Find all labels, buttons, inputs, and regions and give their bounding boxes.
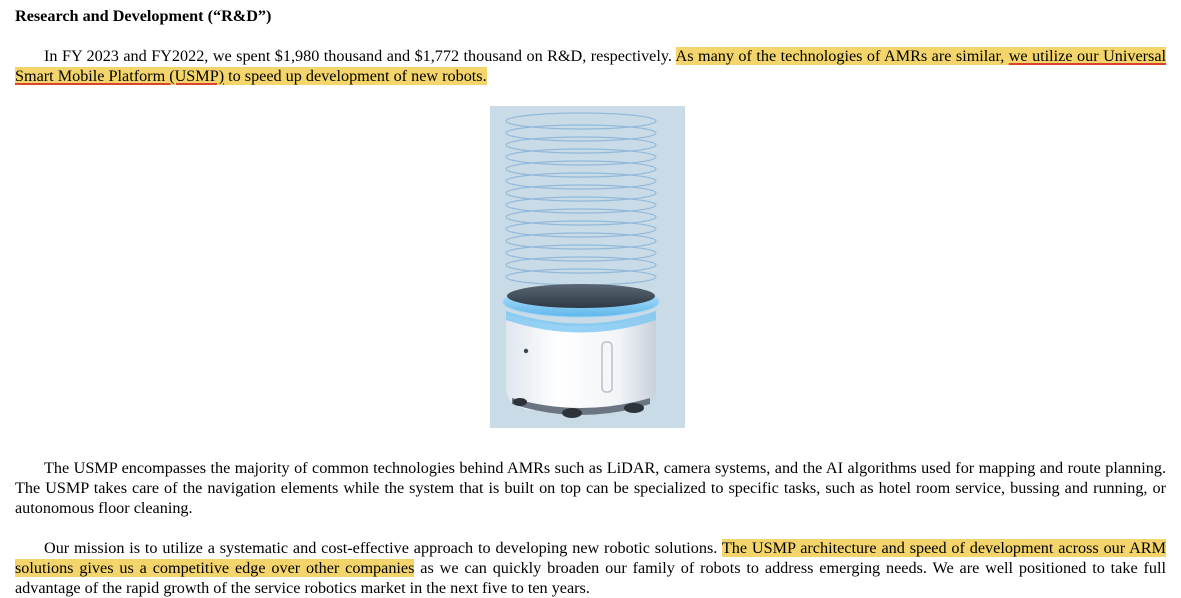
highlight-speed-up: to speed up development of new robots. [224,67,487,85]
rd-spending-text: In FY 2023 and FY2022, we spent $1,980 thousand and $1,772 thousand on R&D, respectively. [44,47,676,65]
robot-platform-icon [490,106,685,428]
document-body [15,6,1166,598]
mission-text: Our mission is to utilize a systematic and cost-effective approach to developing new robotic solutions. [44,539,722,557]
paragraph-usmp-technologies: The USMP encompasses the majority of common technologies behind AMRs such as LiDAR, camera systems, and the AI algorithms used for mapping and route planning. The USMP takes care of the navigation elements while the system that is built on top can be specialized to specific tasks, such as hotel room service, bussing and running, or autonomous floor cleaning. [15,459,1166,517]
mission-text-end: as we can quickly broaden our family of robots to address emerging needs. We are well positioned to take full advantage of the rapid growth of the service robotics market in the next five to ten years. [15,559,1166,597]
section-heading: Research and Development (“R&D”) [15,7,272,25]
paragraph-rd-spending [15,46,1166,86]
robot-image [490,106,685,428]
highlight-amr-similar: As many of the technologies of AMRs are similar, [675,47,1009,65]
robot-figure [15,86,1166,458]
paragraph-mission [15,538,1166,598]
underlined-usmp-text: we utilize our Universal Smart Mobile Platform (USMP) [15,47,1166,85]
lidar-rings [506,113,656,285]
highlight-competitive-edge: The USMP architecture and speed of development across our ARM solutions gives us a competitive edge over other companies [15,539,1166,577]
